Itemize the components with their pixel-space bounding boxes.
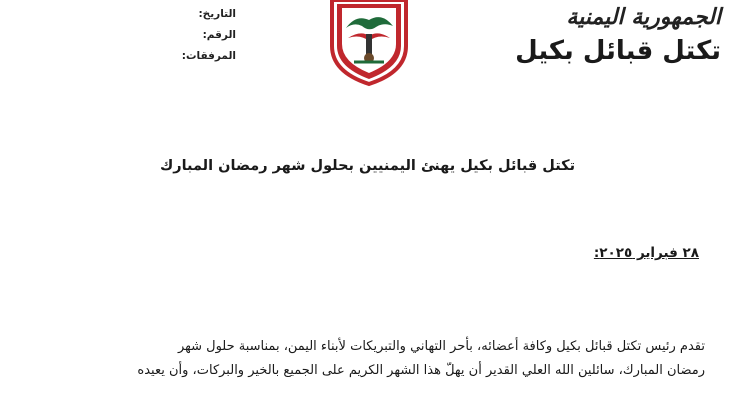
document-title: تكتل قبائل بكيل يهنئ اليمنيين بحلول شهر رمضان المبارك xyxy=(159,158,576,174)
tribe-emblem-icon xyxy=(326,0,412,88)
attachments-field-label: المرفقات: xyxy=(181,50,236,62)
document-date: ٢٨ فبراير ٢٠٢٥: xyxy=(593,245,699,261)
organization-header xyxy=(515,2,721,68)
date-field-label: التاريخ: xyxy=(198,8,236,20)
header-fields xyxy=(176,4,236,67)
body-line: تقدم رئيس تكتل قبائل بكيل وكافة أعضائه، بأحر التهاني والتبريكات لأبناء اليمن، بمناسبة حلول شهر xyxy=(177,339,705,354)
organization-name: تكتل قبائل بكيل xyxy=(515,36,721,66)
republic-script-title: الجمهورية اليمنية xyxy=(566,4,721,30)
reference-field-label: الرقم: xyxy=(202,29,236,41)
document-body xyxy=(18,335,705,383)
body-line: رمضان المبارك، سائلين الله العلي القدير أن يهلّ هذا الشهر الكريم على الجميع بالخير والبركات، وأن يعيده xyxy=(137,363,705,378)
